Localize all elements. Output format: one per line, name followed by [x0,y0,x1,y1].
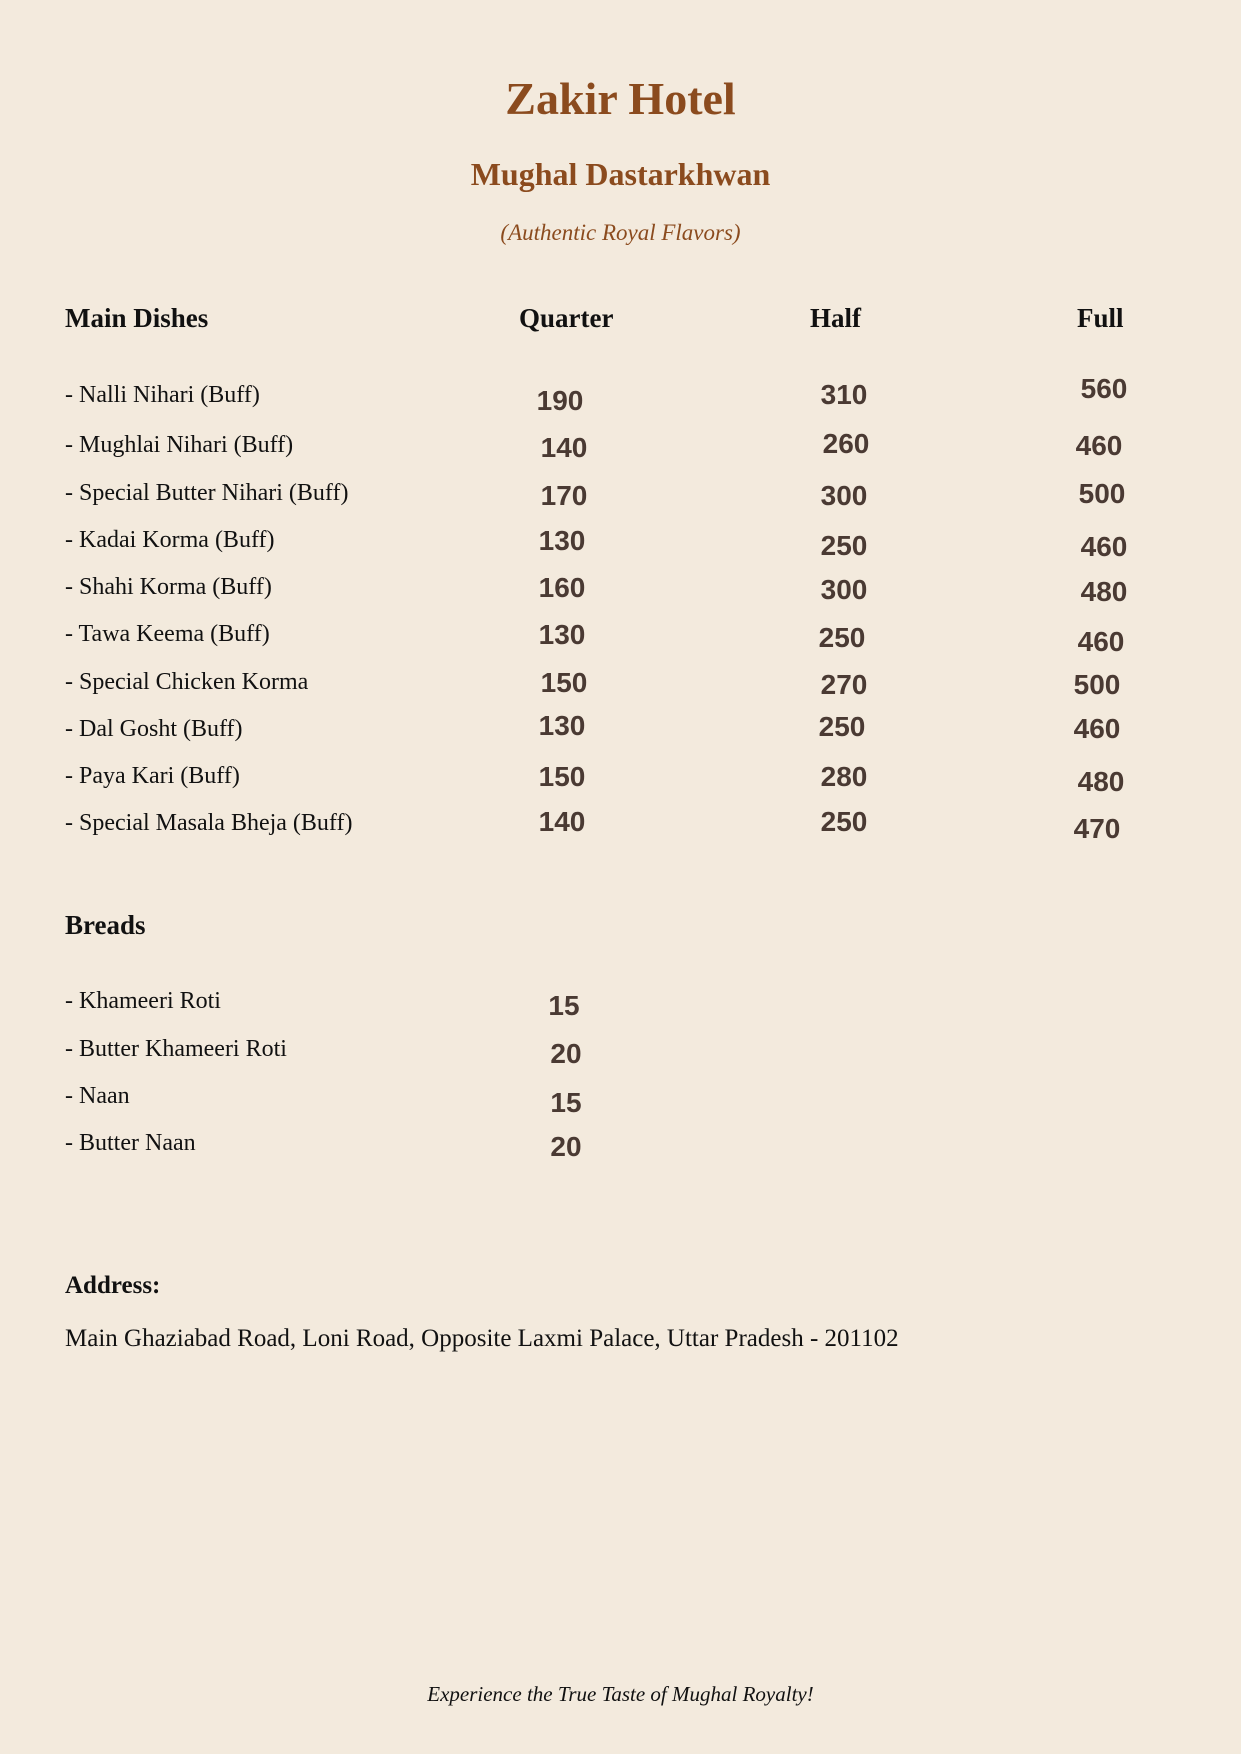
dish-name: - Tawa Keema (Buff) [65,621,270,647]
price-full: 460 [1073,713,1121,744]
dish-row [0,373,1241,422]
price-quarter: 160 [538,572,586,603]
bread-row [0,1083,1241,1123]
dish-row [0,480,1241,520]
price-half: 300 [820,574,868,605]
dish-row [0,574,1241,614]
address-label: Address: [65,1272,161,1299]
dish-name: - Shahi Korma (Buff) [65,574,272,600]
price-quarter: 140 [540,432,588,463]
dish-name: - Nalli Nihari (Buff) [65,382,260,408]
price-half: 250 [818,622,866,653]
price-full: 470 [1073,813,1121,844]
price-full: 500 [1078,478,1126,509]
price-full: 460 [1080,531,1128,562]
bread-row [0,1130,1241,1170]
dish-name: - Special Masala Bheja (Buff) [65,810,353,836]
bread-row [0,988,1241,1028]
price-half: 260 [822,428,870,459]
price-half: 250 [820,806,868,837]
price-full: 500 [1073,669,1121,700]
main-dishes-heading: Main Dishes [65,303,209,333]
price-half: 270 [820,669,868,700]
price-quarter: 130 [538,525,586,556]
dish-row [0,763,1241,803]
dish-name: - Special Chicken Korma [65,669,309,695]
price-quarter: 140 [538,806,586,837]
price-quarter: 130 [538,619,586,650]
dish-name: - Paya Kari (Buff) [65,763,240,789]
dish-row [0,806,1241,850]
price-half: 300 [820,480,868,511]
bread-name: - Butter Naan [65,1130,196,1156]
price-quarter: 170 [540,480,588,511]
dish-name: - Special Butter Nihari (Buff) [65,480,349,506]
price-half: 250 [820,530,868,561]
restaurant-title: Zakir Hotel [505,73,736,124]
price-quarter: 130 [538,710,586,741]
dish-name: - Kadai Korma (Buff) [65,527,275,553]
price-full: 480 [1080,576,1128,607]
column-header-quarter: Quarter [519,303,614,333]
address-text: Main Ghaziabad Road, Loni Road, Opposite Laxmi Palace, Uttar Pradesh - 201102 [65,1325,899,1352]
price-half: 310 [820,379,868,410]
bread-price: 15 [550,1087,582,1118]
breads-heading: Breads [65,910,146,940]
price-full: 460 [1077,626,1125,657]
price-quarter: 150 [540,667,588,698]
price-full: 460 [1075,430,1123,461]
price-half: 250 [818,711,866,742]
price-quarter: 190 [536,385,584,416]
dish-row [0,428,1241,472]
restaurant-tagline: (Authentic Royal Flavors) [500,220,741,245]
dish-row [0,710,1241,756]
dish-name: - Mughlai Nihari (Buff) [65,432,294,458]
dish-row [0,621,1241,661]
column-header-half: Half [810,303,861,333]
price-full: 480 [1077,766,1125,797]
price-quarter: 150 [538,761,586,792]
price-full: 560 [1080,373,1128,404]
column-header-full: Full [1077,303,1124,333]
bread-name: - Khameeri Roti [65,988,221,1014]
bread-price: 15 [548,990,580,1021]
restaurant-subtitle: Mughal Dastarkhwan [470,156,771,192]
bread-name: - Naan [65,1083,130,1109]
dish-row [0,669,1241,709]
bread-name: - Butter Khameeri Roti [65,1036,287,1062]
bread-row [0,1036,1241,1076]
bread-price: 20 [550,1131,582,1162]
dish-name: - Dal Gosht (Buff) [65,716,243,742]
footer-tagline: Experience the True Taste of Mughal Royalty! [427,1682,814,1706]
price-half: 280 [820,761,868,792]
bread-price: 20 [550,1038,582,1069]
dish-row [0,527,1241,567]
